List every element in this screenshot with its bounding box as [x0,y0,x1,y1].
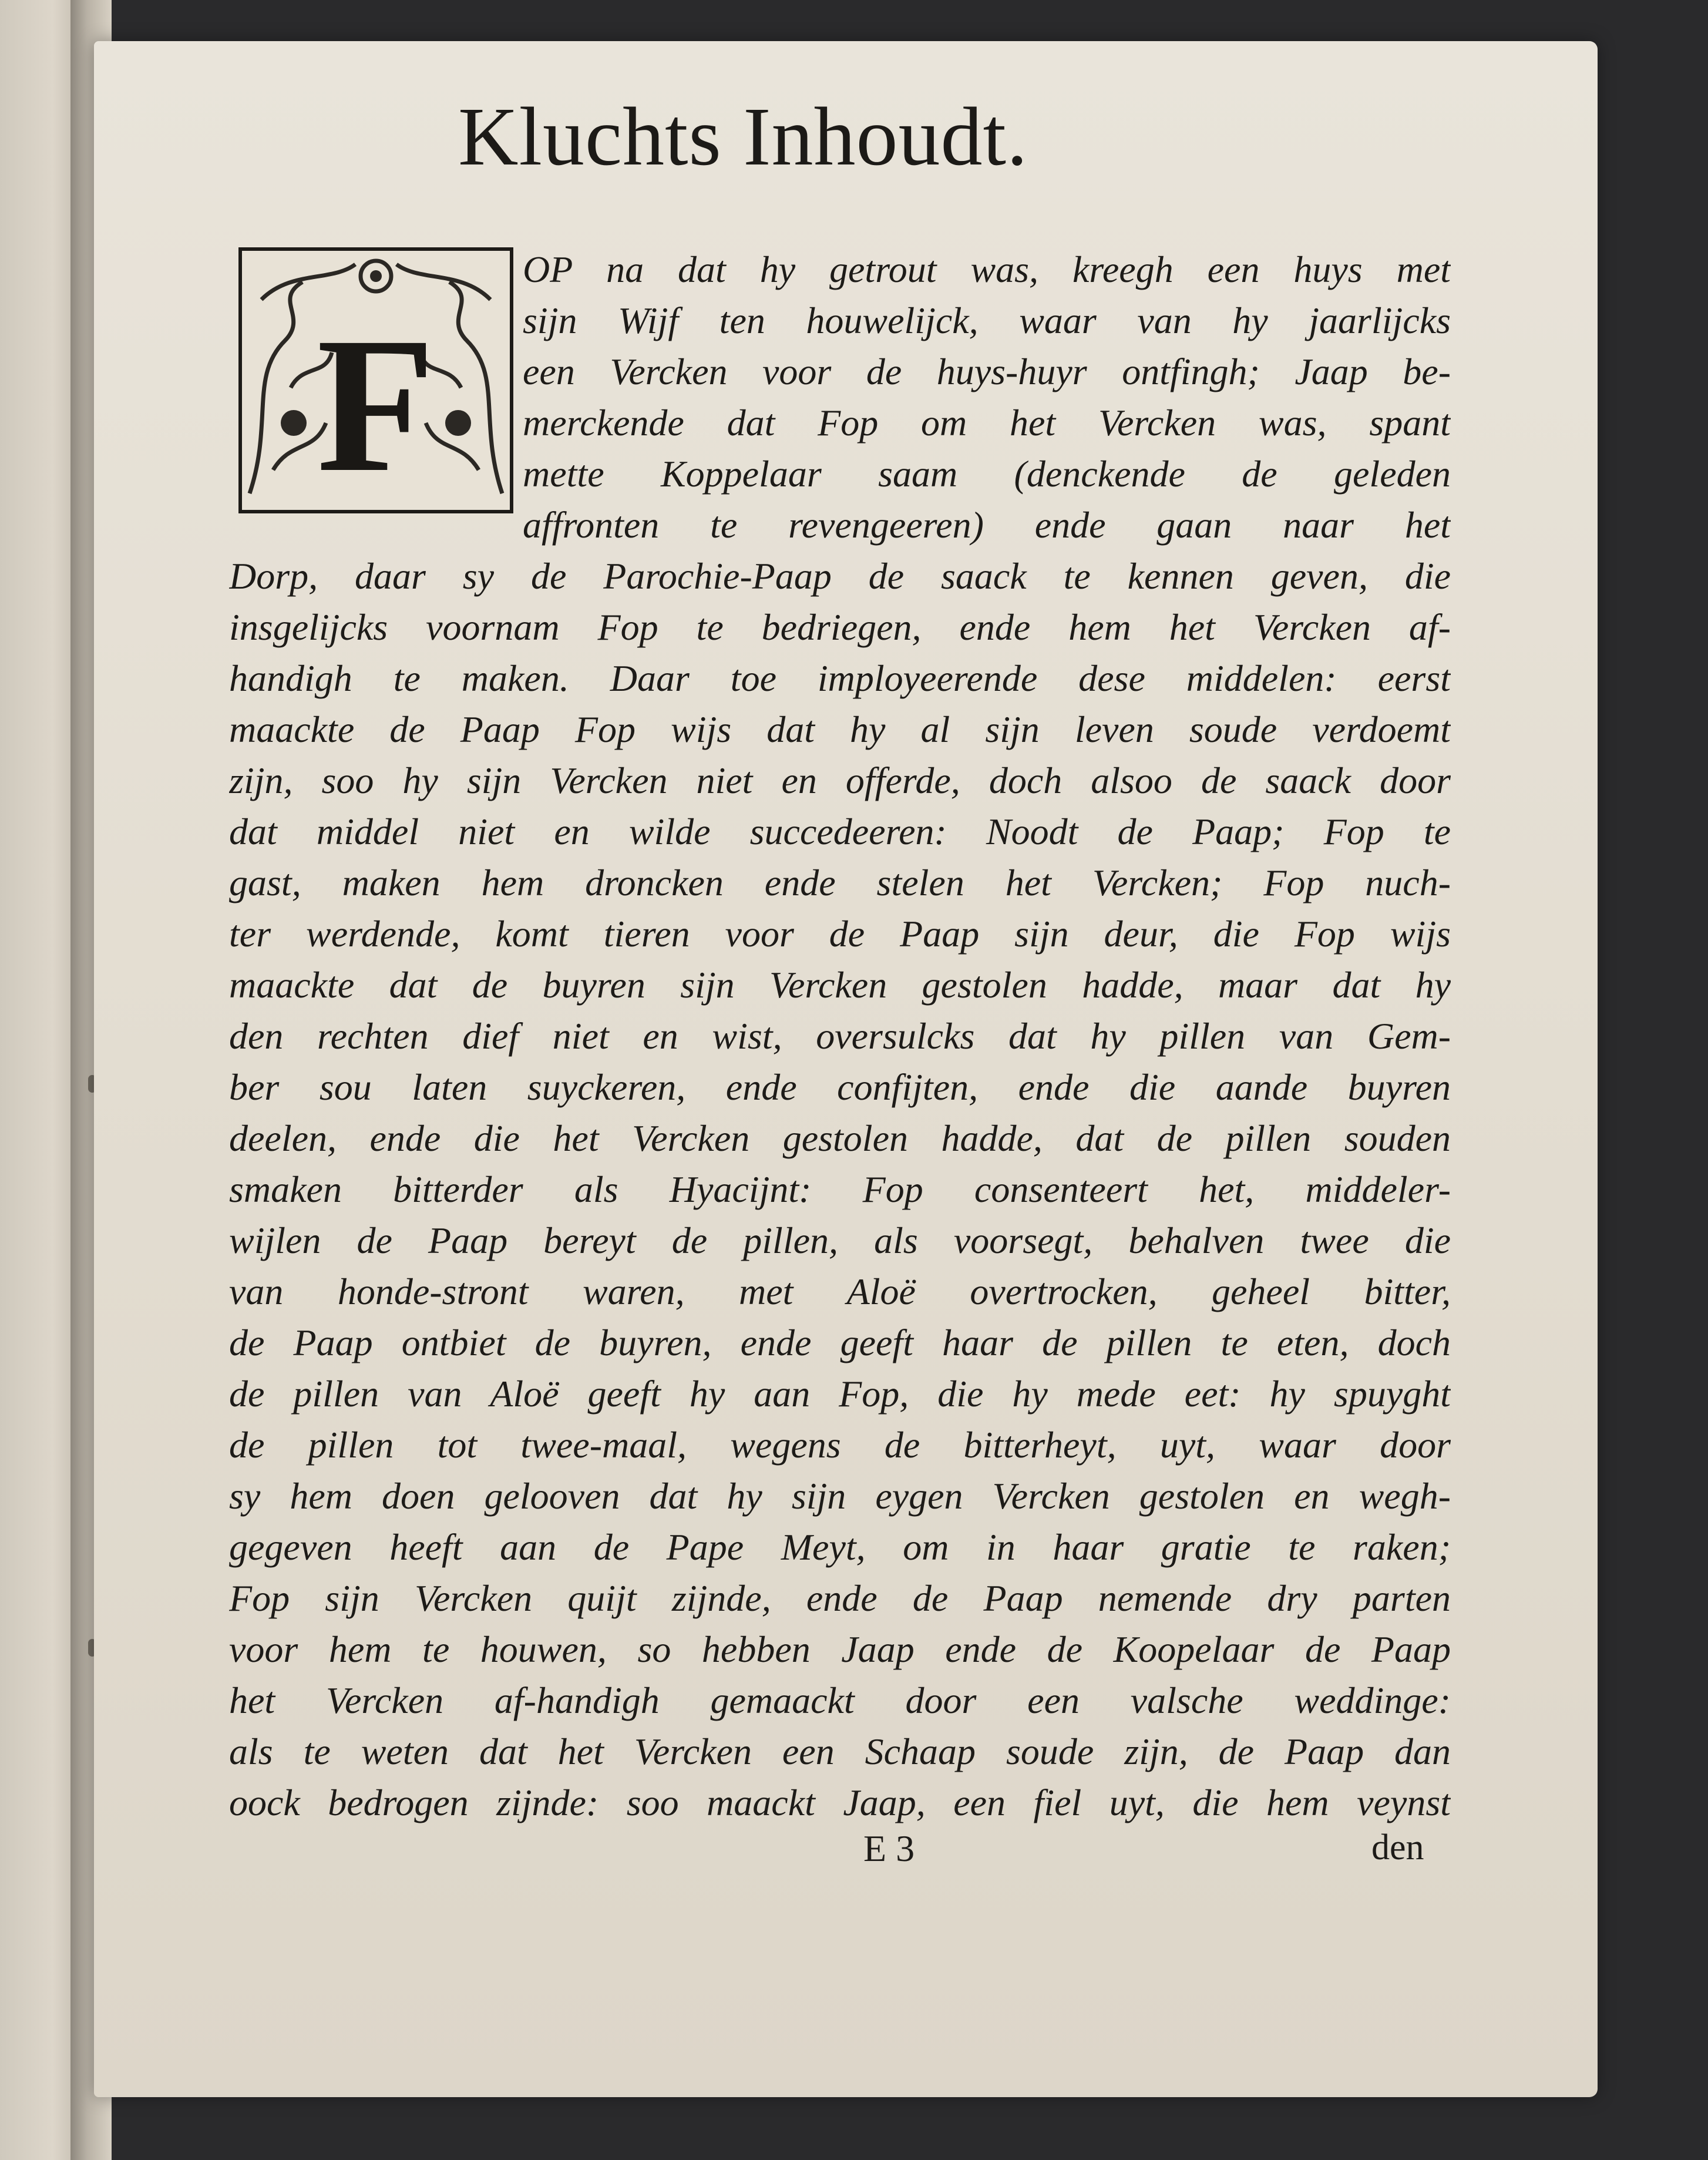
body-text [229,244,1451,1828]
text-line: Fop sijn Vercken quijt zijnde, ende de Paap nemende dry parten [229,1577,1451,1619]
text-line: gegeven heeft aan de Pape Meyt, om in haar gratie te raken; [229,1526,1451,1568]
initial-letter: F [317,298,435,512]
page-title: Kluchts Inhoudt. [458,90,1028,183]
text-line: ber sou laten suyckeren, ende confijten, ende die aande buyren [229,1066,1451,1108]
text-line: een Vercken voor de huys-huyr ontfingh; Jaap be- [523,351,1451,392]
text-line: voor hem te houwen, so hebben Jaap ende de Koopelaar de Paap [229,1628,1451,1670]
text-line: OP na dat hy getrout was, kreegh een huys met [523,248,1451,290]
text-line: ter werdende, komt tieren voor de Paap sijn deur, die Fop wijs [229,913,1451,955]
text-line: wijlen de Paap bereyt de pillen, als voorsegt, behalven twee die [229,1220,1451,1261]
text-line: dat middel niet en wilde succedeeren: Noodt de Paap; Fop te [229,811,1451,852]
text-line: merckende dat Fop om het Vercken was, spant [523,402,1451,444]
text-line: handigh te maken. Daar toe imployeerende dese middelen: eerst [229,657,1451,699]
text-line: de pillen van Aloë geeft hy aan Fop, die hy mede eet: hy spuyght [229,1373,1451,1415]
text-line: smaken bitterder als Hyacijnt: Fop consenteert het, middeler- [229,1168,1451,1210]
text-line: deelen, ende die het Vercken gestolen hadde, dat de pillen souden [229,1117,1451,1159]
text-line: affronten te revengeeren) ende gaan naar het [523,504,1451,546]
text-line: den rechten dief niet en wist, oversulcks dat hy pillen van Gem- [229,1015,1451,1057]
text-line: gast, maken hem droncken ende stelen het Vercken; Fop nuch- [229,862,1451,903]
text-line: het Vercken af-handigh gemaackt door een valsche weddinge: [229,1679,1451,1721]
text-line: sy hem doen gelooven dat hy sijn eygen Vercken gestolen en wegh- [229,1475,1451,1517]
text-line: insgelijcks voornam Fop te bedriegen, ende hem het Vercken af- [229,606,1451,648]
text-line: maackte dat de buyren sijn Vercken gestolen hadde, maar dat hy [229,964,1451,1006]
text-line: oock bedrogen zijnde: soo maackt Jaap, een fiel uyt, die hem veynst [229,1782,1451,1823]
text-line: sijn Wijf ten houwelijck, waar van hy jaarlijcks [523,300,1451,341]
text-line: als te weten dat het Vercken een Schaap soude zijn, de Paap dan [229,1731,1451,1772]
text-line: van honde-stront waren, met Aloë overtrocken, geheel bitter, [229,1271,1451,1312]
text-line: zijn, soo hy sijn Vercken niet en offerde, doch alsoo de saack door [229,760,1451,801]
signature-mark: E 3 [863,1828,915,1869]
catchword: den [1371,1828,1424,1867]
text-line: mette Koppelaar saam (denckende de geleden [523,453,1451,495]
text-line: Dorp, daar sy de Parochie-Paap de saack te kennen geven, die [229,555,1451,597]
text-line: de Paap ontbiet de buyren, ende geeft haar de pillen te eten, doch [229,1322,1451,1363]
text-line: maackte de Paap Fop wijs dat hy al sijn leven soude verdoemt [229,708,1451,750]
text-line: de pillen tot twee-maal, wegens de bitterheyt, uyt, waar door [229,1424,1451,1466]
